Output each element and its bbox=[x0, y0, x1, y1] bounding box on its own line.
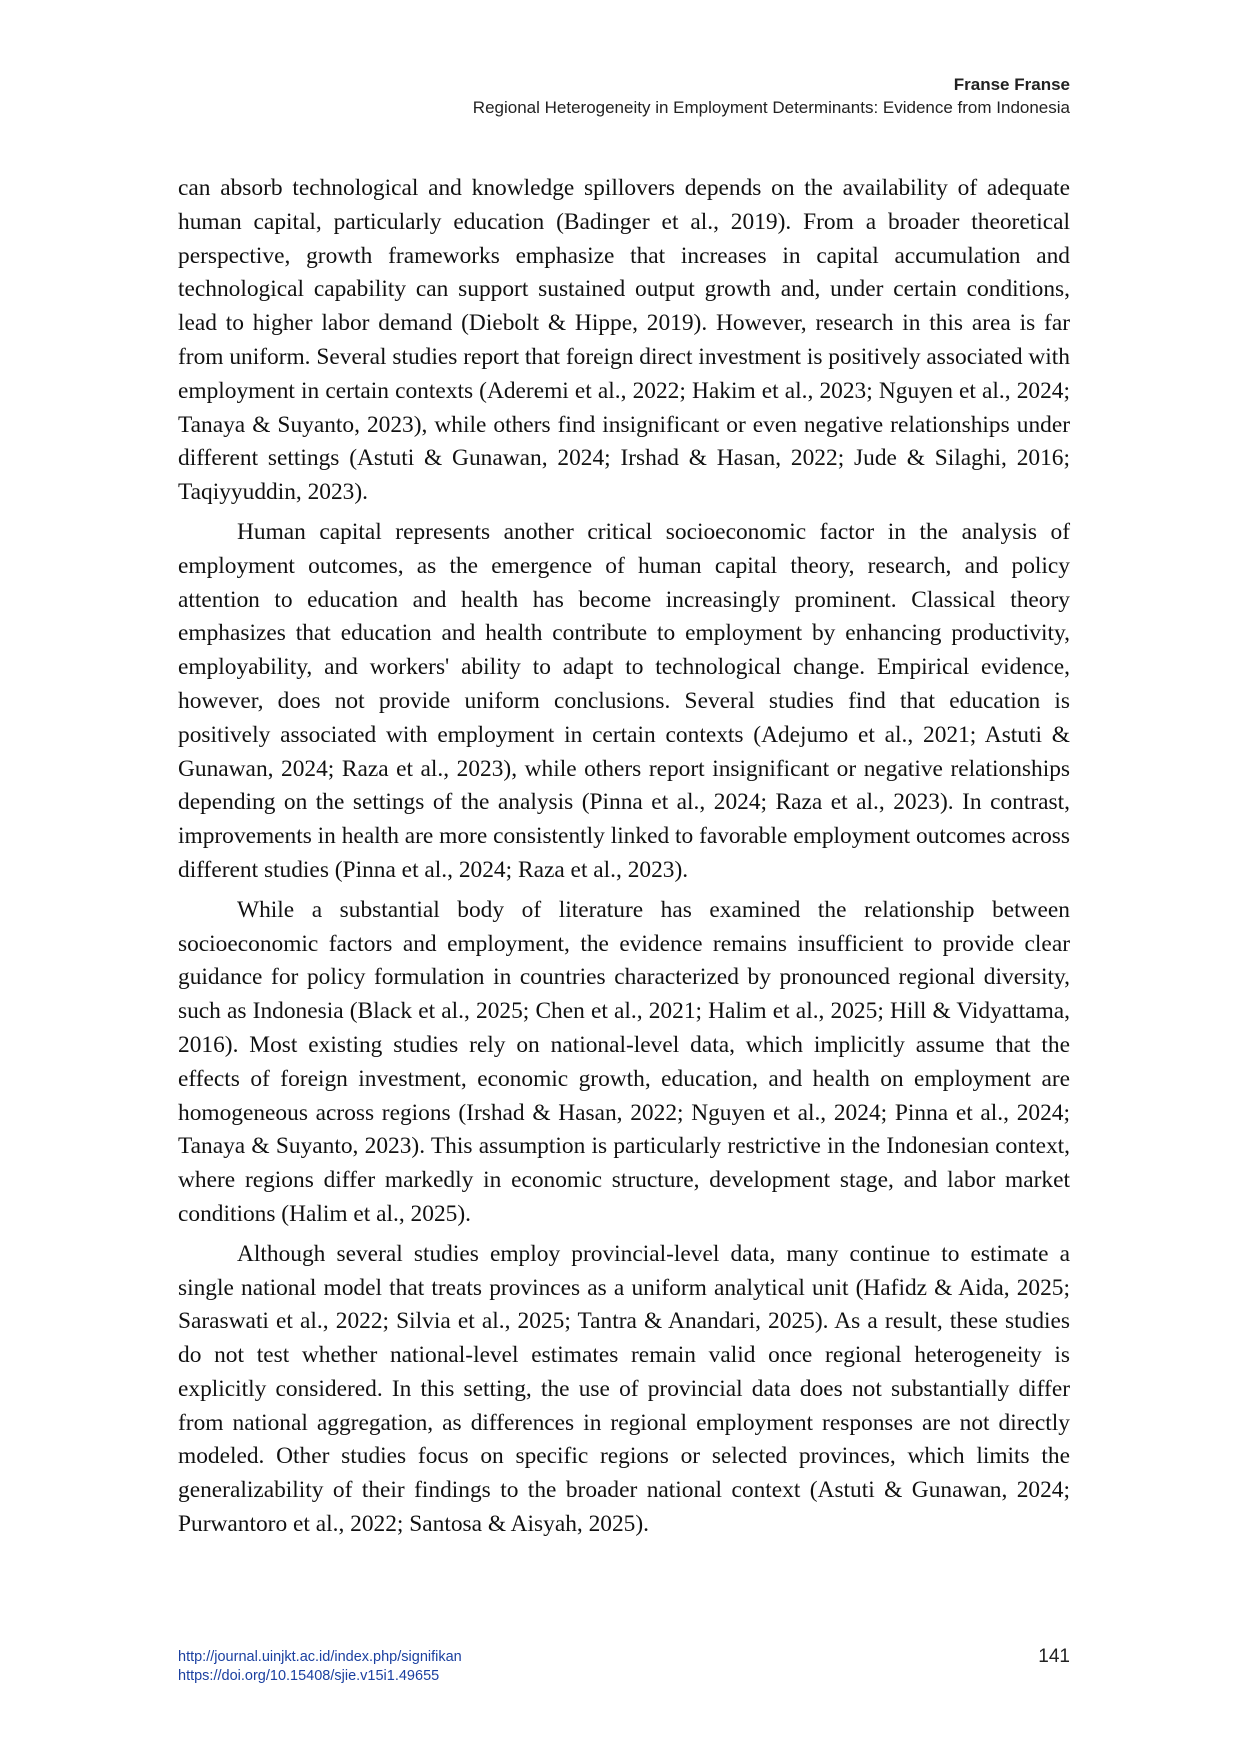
body-paragraph-1: can absorb technological and knowledge spillovers depends on the availability of adequate human capital, particularly education (Badinger et al., 2019). From a broader theoretical perspective, growth frameworks emphasize that increases in capital accumulation and technological capability can support sustained output growth and, under certain conditions, lead to higher labor demand (Diebolt & Hippe, 2019). However, research in this area is far from uniform. Several studies report that foreign direct investment is positively associated with employment in certain contexts (Aderemi et al., 2022; Hakim et al., 2023; Nguyen et al., 2024; Tanaya & Suyanto, 2023), while others find insignificant or even negative relationships under different settings (Astuti & Gunawan, 2024; Irshad & Hasan, 2022; Jude & Silaghi, 2016; Taqiyyuddin, 2023). bbox=[178, 175, 1070, 506]
page-number: 141 bbox=[1038, 1646, 1070, 1667]
body-paragraph-4: Although several studies employ provincial-level data, many continue to estimate a single national model that treats provinces as a uniform analytical unit (Hafidz & Aida, 2025; Saraswati et al., 2022; Silvia et al., 2025; Tantra & Anandari, 2025). As a result, these studies do not test whether national-level estimates remain valid once regional heterogeneity is explicitly considered. In this setting, the use of provincial data does not substantially differ from national aggregation, as differences in regional employment responses are not directly modeled. Other studies focus on specific regions or selected provinces, which limits the generalizability of their findings to the broader national context (Astuti & Gunawan, 2024; Purwantoro et al., 2022; Santosa & Aisyah, 2025). bbox=[178, 1240, 1070, 1538]
running-header bbox=[473, 74, 1070, 120]
article-body bbox=[178, 172, 1070, 1548]
header-paper-title: Regional Heterogeneity in Employment Determinants: Evidence from Indonesia bbox=[472, 98, 1070, 117]
doi-link[interactable]: https://doi.org/10.15408/sjie.v15i1.49655 bbox=[178, 1668, 440, 1684]
journal-url-link[interactable]: http://journal.uinjkt.ac.id/index.php/signifikan bbox=[178, 1649, 462, 1665]
page-footer bbox=[178, 1648, 462, 1686]
header-author: Franse Franse bbox=[953, 75, 1070, 94]
body-paragraph-2: Human capital represents another critical socioeconomic factor in the analysis of employment outcomes, as the emergence of human capital theory, research, and policy attention to education and health has become increasingly prominent. Classical theory emphasizes that education and health contribute to employment by enhancing productivity, employability, and workers' ability to adapt to technological change. Empirical evidence, however, does not provide uniform conclusions. Several studies find that education is positively associated with employment in certain contexts (Adejumo et al., 2021; Astuti & Gunawan, 2024; Raza et al., 2023), while others report insignificant or negative relationships depending on the settings of the analysis (Pinna et al., 2024; Raza et al., 2023). In contrast, improvements in health are more consistently linked to favorable employment outcomes across different studies (Pinna et al., 2024; Raza et al., 2023). bbox=[178, 518, 1070, 883]
body-paragraph-3: While a substantial body of literature has examined the relationship between socioeconomic factors and employment, the evidence remains insufficient to provide clear guidance for policy formulation in countries characterized by pronounced regional diversity, such as Indonesia (Black et al., 2025; Chen et al., 2021; Halim et al., 2025; Hill & Vidyattama, 2016). Most existing studies rely on national-level data, which implicitly assume that the effects of foreign investment, economic growth, education, and health on employment are homogeneous across regions (Irshad & Hasan, 2022; Nguyen et al., 2024; Pinna et al., 2024; Tanaya & Suyanto, 2023). This assumption is particularly restrictive in the Indonesian context, where regions differ markedly in economic structure, development stage, and labor market conditions (Halim et al., 2025). bbox=[178, 896, 1070, 1227]
